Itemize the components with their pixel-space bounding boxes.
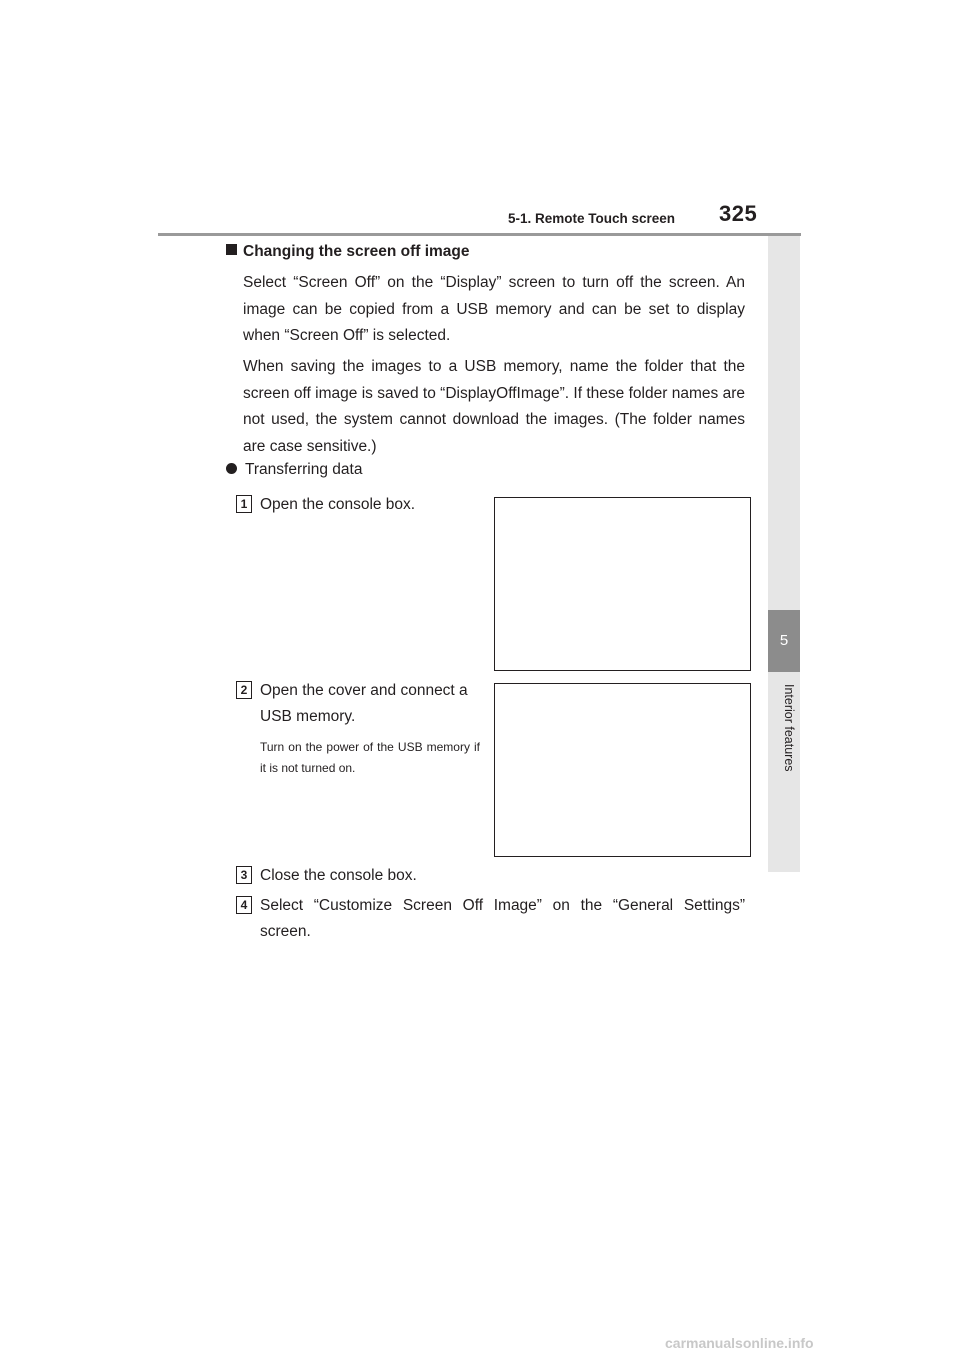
section-heading-text: Changing the screen off image (243, 243, 470, 260)
chapter-label: Interior features (782, 684, 796, 772)
step-number-1: 1 (236, 495, 252, 513)
paragraph-screen-off: Select “Screen Off” on the “Display” screen to turn off the screen. An image can be copied from a USB memory and can be set to display when “Screen Off” is selected. (243, 274, 745, 344)
chapter-tab: 5 (768, 610, 800, 672)
step-2-note: Turn on the power of the USB memory if it is not turned on. (260, 740, 480, 775)
step-2-text: Open the cover and connect a USB memory. (260, 682, 468, 725)
page-number: 325 (719, 201, 758, 226)
side-tab-strip (768, 236, 800, 610)
step-3-text: Close the console box. (260, 867, 417, 884)
step-4-text: Select “Customize Screen Off Image” on the “General Settings” screen. (260, 897, 745, 940)
round-bullet-icon (226, 463, 237, 474)
step-number-2: 2 (236, 681, 252, 699)
step-number-3: 3 (236, 866, 252, 884)
section-heading (226, 243, 470, 261)
running-header-section: 5-1. Remote Touch screen (508, 211, 676, 226)
bullet-item (226, 461, 362, 479)
paragraph-folder-names: When saving the images to a USB memory, name the folder that the screen off image is saved to “DisplayOffImage”. If these folder names are not used, the system cannot download the images. (The folder names are case sensitive.) (243, 358, 745, 455)
step-1-text: Open the console box. (260, 496, 416, 513)
watermark: carmanualsonline.info (665, 1335, 814, 1351)
bullet-text: Transferring data (245, 461, 363, 478)
illustration-usb-connection (494, 683, 751, 857)
illustration-console-box (494, 497, 751, 671)
header-divider (158, 233, 801, 236)
step-number-4: 4 (236, 896, 252, 914)
square-bullet-icon (226, 244, 237, 255)
